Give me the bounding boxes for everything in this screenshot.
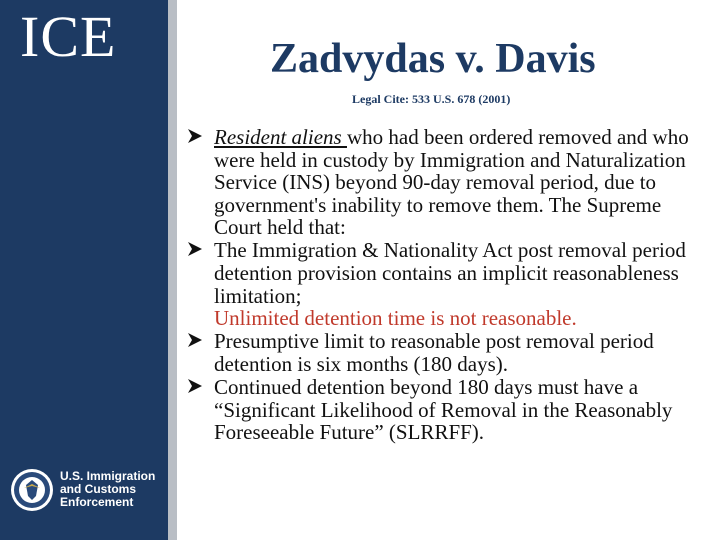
agency-line: and Customs <box>60 482 137 496</box>
dhs-seal-icon <box>10 468 54 512</box>
ice-logo-text: ICE <box>20 4 117 69</box>
legal-cite: Legal Cite: 533 U.S. 678 (2001) <box>352 92 511 106</box>
bullet-item <box>186 330 696 375</box>
bullet-text: Presumptive limit to reasonable post removal period detention is six months (180 days). <box>214 329 654 376</box>
bullet-item <box>186 126 696 239</box>
bullet-list <box>186 126 696 444</box>
bullet-text: Continued detention beyond 180 days must have a “Significant Likelihood of Removal in the Reasonably Foreseeable Future” (SLRRFF). <box>214 375 673 445</box>
agency-name <box>60 470 155 509</box>
arrow-bullet-icon <box>186 127 204 145</box>
bullet-highlight: Unlimited detention time is not reasonable. <box>214 306 577 331</box>
bullet-text: who had been ordered removed and who were held in custody by Immigration and Naturalization Service (INS) beyond 90-day removal period, due to government's inability to remove them. The Supreme Court held that: <box>214 125 689 240</box>
slide-title: Zadvydas v. Davis <box>270 36 596 82</box>
arrow-bullet-icon <box>186 331 204 349</box>
agency-line: Enforcement <box>60 495 134 509</box>
agency-line: U.S. Immigration <box>60 469 156 483</box>
bullet-text: The Immigration & Nationality Act post removal period detention provision contains an implicit reasonableness limitation; <box>214 238 686 308</box>
sidebar <box>0 0 177 540</box>
arrow-bullet-icon <box>186 377 204 395</box>
bullet-item <box>186 376 696 444</box>
arrow-bullet-icon <box>186 240 204 258</box>
bullet-emphasis: Resident aliens <box>214 125 347 149</box>
bullet-item <box>186 239 696 329</box>
